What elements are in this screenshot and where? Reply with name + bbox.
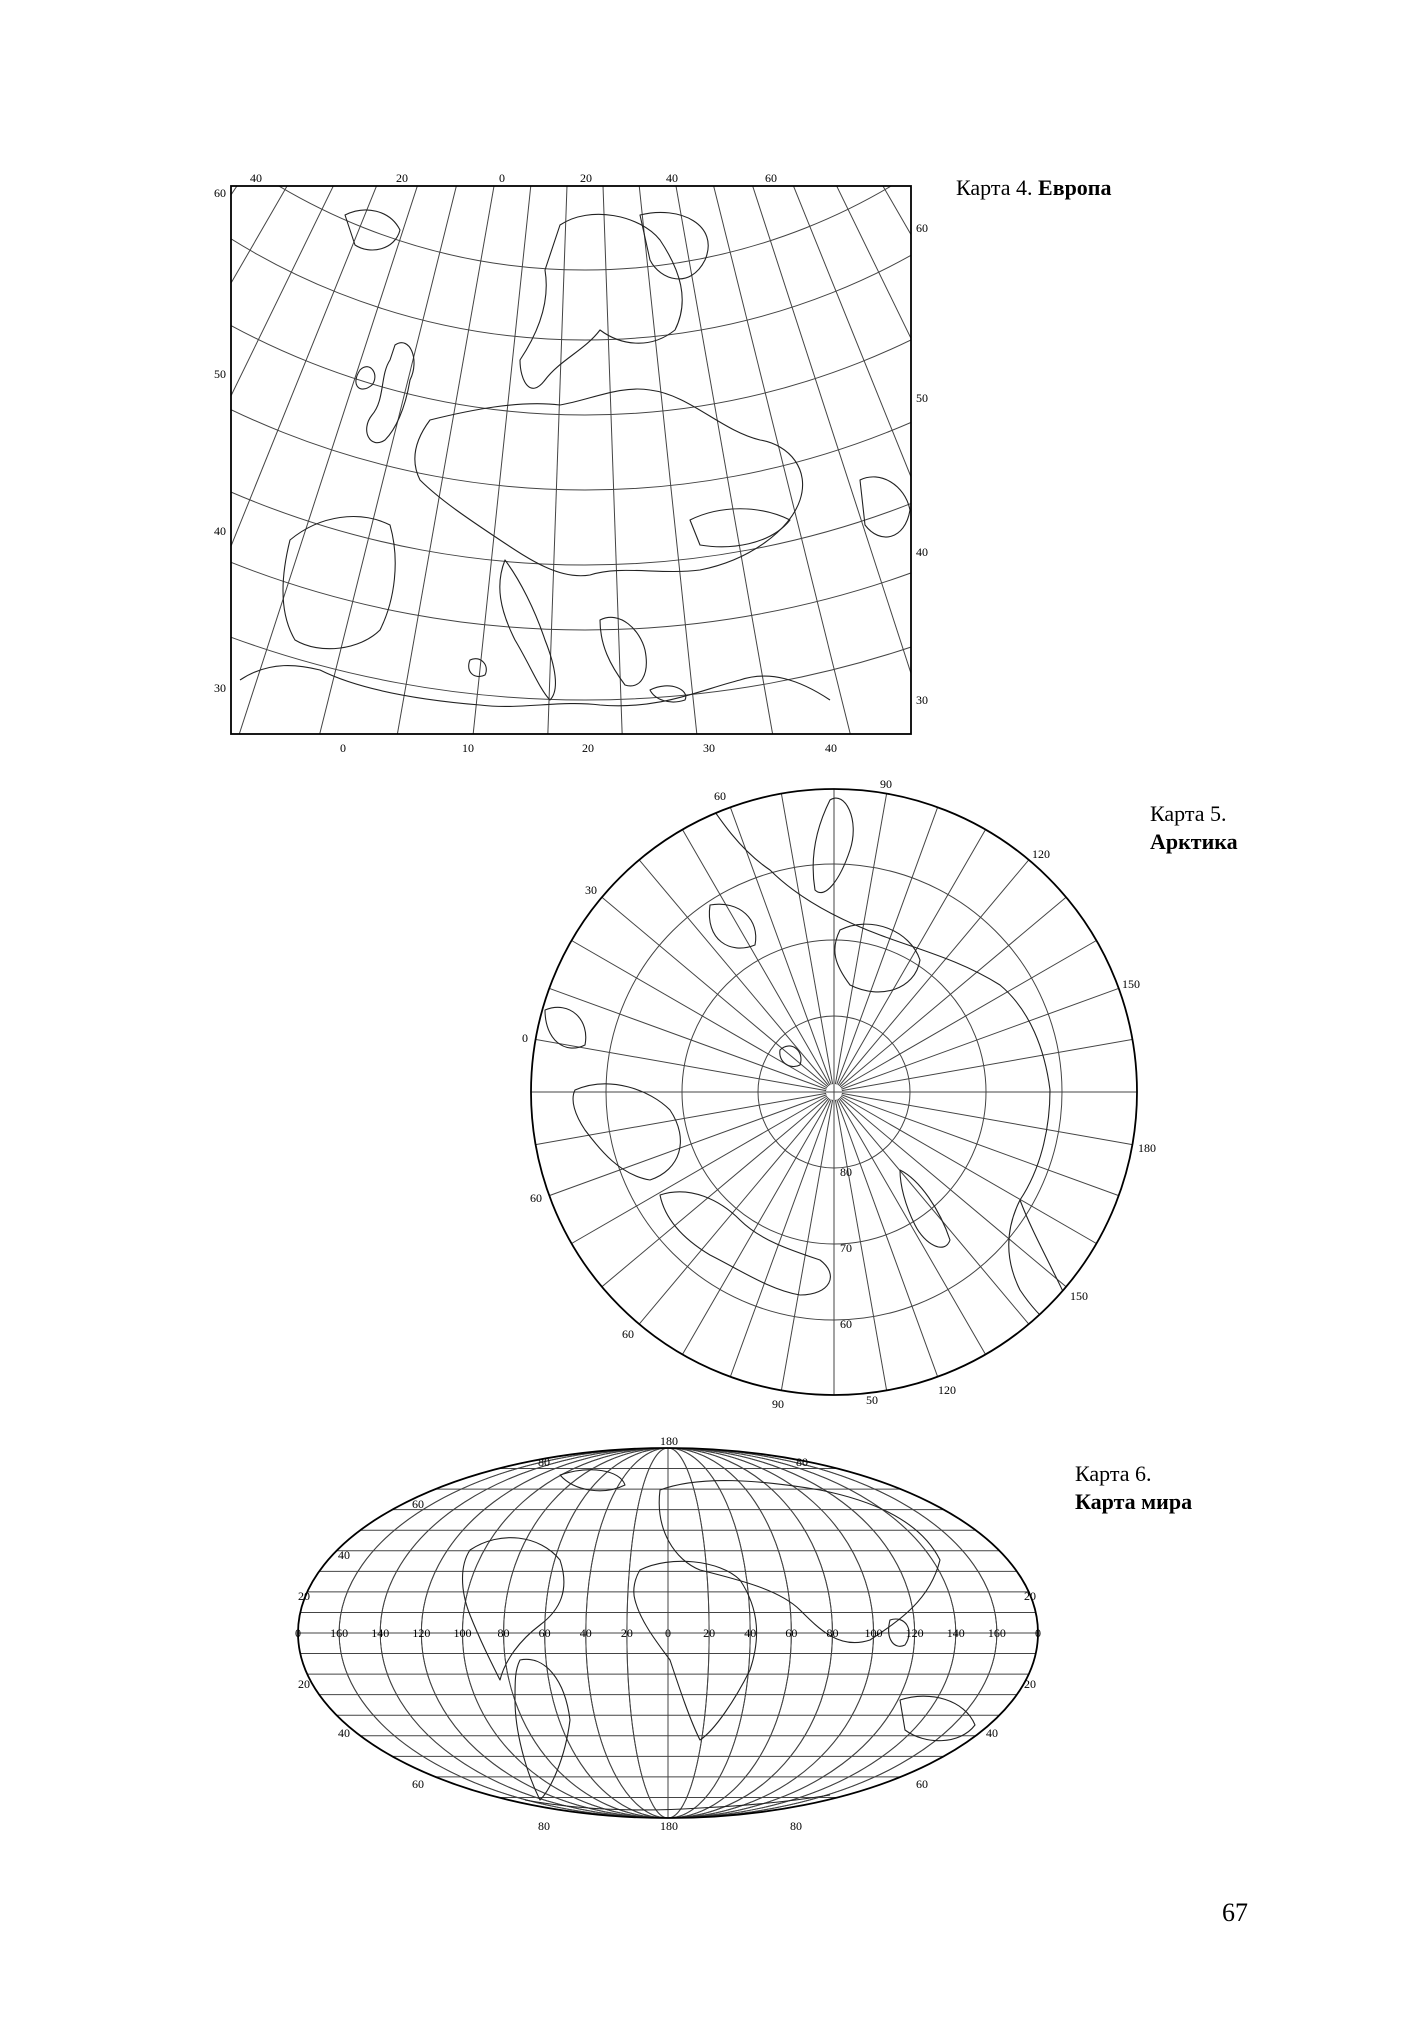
arctic-meridian [519,1036,826,1090]
europe-meridian [585,0,845,1147]
world-equator-label: 0 [295,1626,301,1640]
europe-right-label: 30 [916,693,928,707]
arctic-meridian [835,777,889,1084]
world-edge-label: 40 [338,1726,350,1740]
arctic-meridian [589,1097,828,1298]
europe-top-label: 40 [250,171,262,185]
europe-left-label: 30 [214,681,226,695]
arctic-map [514,772,1156,1412]
world-equator-label: 100 [864,1626,883,1640]
europe-meridian [0,0,585,852]
europe-bottom-label: 40 [825,741,837,755]
arctic-meridian [842,1036,1149,1090]
world-edge-label: 20 [298,1589,310,1603]
europe-bottom-label: 20 [582,741,594,755]
world-edge-label: 80 [790,1819,802,1833]
arctic-meridian [628,1098,829,1337]
europe-right-labels [916,221,928,707]
europe-top-label: 20 [396,171,408,185]
europe-meridian [121,0,585,1097]
europe-top-label: 20 [580,171,592,185]
europe-top-label: 40 [666,171,678,185]
world-edge-label: 40 [338,1548,350,1562]
arctic-meridian [778,777,832,1084]
arctic-caption-prefix: Карта 5. [1150,801,1227,826]
europe-meridian [585,0,1147,1061]
europe-map-frame [231,186,911,734]
arctic-rim-label: 180 [1138,1141,1156,1155]
world-edge-label: 40 [986,1726,998,1740]
arctic-radial-label: 50 [866,1393,878,1407]
arctic-radial-label: 80 [840,1165,852,1179]
europe-meridian [0,0,585,969]
europe-meridian [585,0,1049,1097]
arctic-rim-label: 120 [938,1383,956,1397]
europe-bottom-label: 0 [340,741,346,755]
europe-caption-title: Европа [1038,175,1112,200]
europe-meridian [585,0,1428,712]
world-equator-label: 160 [330,1626,349,1640]
arctic-meridian [842,1093,1149,1147]
world-pole-label: 180 [660,1819,678,1833]
world-edge-label: 80 [538,1819,550,1833]
world-equator-label: 160 [987,1626,1006,1640]
europe-meridian [222,0,585,1125]
world-caption-prefix: Карта 6. [1075,1461,1152,1486]
world-equator-label: 60 [785,1626,798,1640]
world-edge-label: 60 [412,1777,424,1791]
arctic-meridian [839,847,1040,1086]
europe-meridian [428,0,585,1162]
world-equator-label: 120 [905,1626,924,1640]
europe-meridian [533,0,585,1169]
world-right-edge-labels [790,1455,1036,1833]
world-edge-label: 80 [796,1455,808,1469]
arctic-rim-label: 0 [522,1031,528,1045]
world-equator-label: 0 [1035,1626,1041,1640]
world-equator-label: 100 [453,1626,472,1640]
europe-left-label: 40 [214,524,226,538]
world-equator-label: 120 [412,1626,431,1640]
world-equator-label: 20 [620,1626,633,1640]
arctic-radial-label: 60 [840,1317,852,1331]
arctic-rim-label: 150 [1070,1289,1088,1303]
arctic-rim-label: 30 [585,883,597,897]
europe-meridian [585,0,1335,969]
arctic-rim-label: 60 [714,789,726,803]
europe-right-label: 60 [916,221,928,235]
europe-meridian [0,0,585,785]
arctic-rim-label: 90 [772,1397,784,1411]
world-map [295,1434,1041,1833]
europe-bottom-label: 30 [703,741,715,755]
world-edge-label: 60 [916,1777,928,1791]
arctic-rim-label: 150 [1122,977,1140,991]
europe-left-label: 60 [214,186,226,200]
europe-meridian [585,0,742,1162]
arctic-caption-title: Арктика [1150,829,1238,854]
arctic-rim-label: 60 [530,1191,542,1205]
arctic-meridian [778,1100,832,1407]
arctic-rim-label: 120 [1032,847,1050,861]
world-equator-label: 80 [497,1626,510,1640]
europe-bottom-labels [340,741,837,755]
europe-meridian [0,0,585,914]
world-equator-label: 80 [826,1626,839,1640]
world-equator-label: 40 [579,1626,592,1640]
arctic-radial-label: 70 [840,1241,852,1255]
europe-meridian [585,0,637,1169]
europe-meridian [585,0,1428,785]
arctic-rim-label: 90 [880,777,892,791]
arctic-rim-label: 60 [622,1327,634,1341]
world-edge-label: 60 [412,1497,424,1511]
arctic-meridian [589,886,828,1087]
europe-top-label: 60 [765,171,777,185]
europe-caption-prefix: Карта 4. [956,175,1033,200]
page-number: 67 [1222,1898,1248,1927]
world-edge-label: 20 [1024,1677,1036,1691]
world-equator-label: 40 [744,1626,757,1640]
world-caption-title: Карта мира [1075,1489,1193,1514]
europe-meridian [585,0,1428,852]
world-equator-label: 60 [538,1626,551,1640]
world-edge-label: 80 [538,1455,550,1469]
world-equator-label: 140 [946,1626,965,1640]
world-edge-label: 20 [298,1677,310,1691]
europe-right-label: 50 [916,391,928,405]
europe-meridian [585,0,1243,1018]
world-pole-label: 180 [660,1434,678,1448]
world-equator-label: 140 [371,1626,390,1640]
europe-left-label: 50 [214,367,226,381]
europe-top-label: 0 [499,171,505,185]
europe-meridian [585,0,948,1125]
arctic-meridian [628,847,829,1086]
europe-top-labels [250,171,777,185]
arctic-graticule [514,772,1154,1412]
europe-bottom-label: 10 [462,741,474,755]
europe-meridian [0,0,585,712]
world-equator-label: 0 [665,1626,671,1640]
europe-meridian [325,0,585,1147]
arctic-rim-labels [522,777,1156,1411]
europe-left-labels [214,186,226,695]
arctic-meridian [519,1093,826,1147]
arctic-meridian [839,1098,1040,1337]
world-equator-label: 20 [703,1626,716,1640]
arctic-radial-labels [840,1165,878,1407]
europe-meridian [585,0,1424,914]
world-edge-label: 20 [1024,1589,1036,1603]
europe-right-label: 40 [916,545,928,559]
arctic-meridian [840,1097,1079,1298]
